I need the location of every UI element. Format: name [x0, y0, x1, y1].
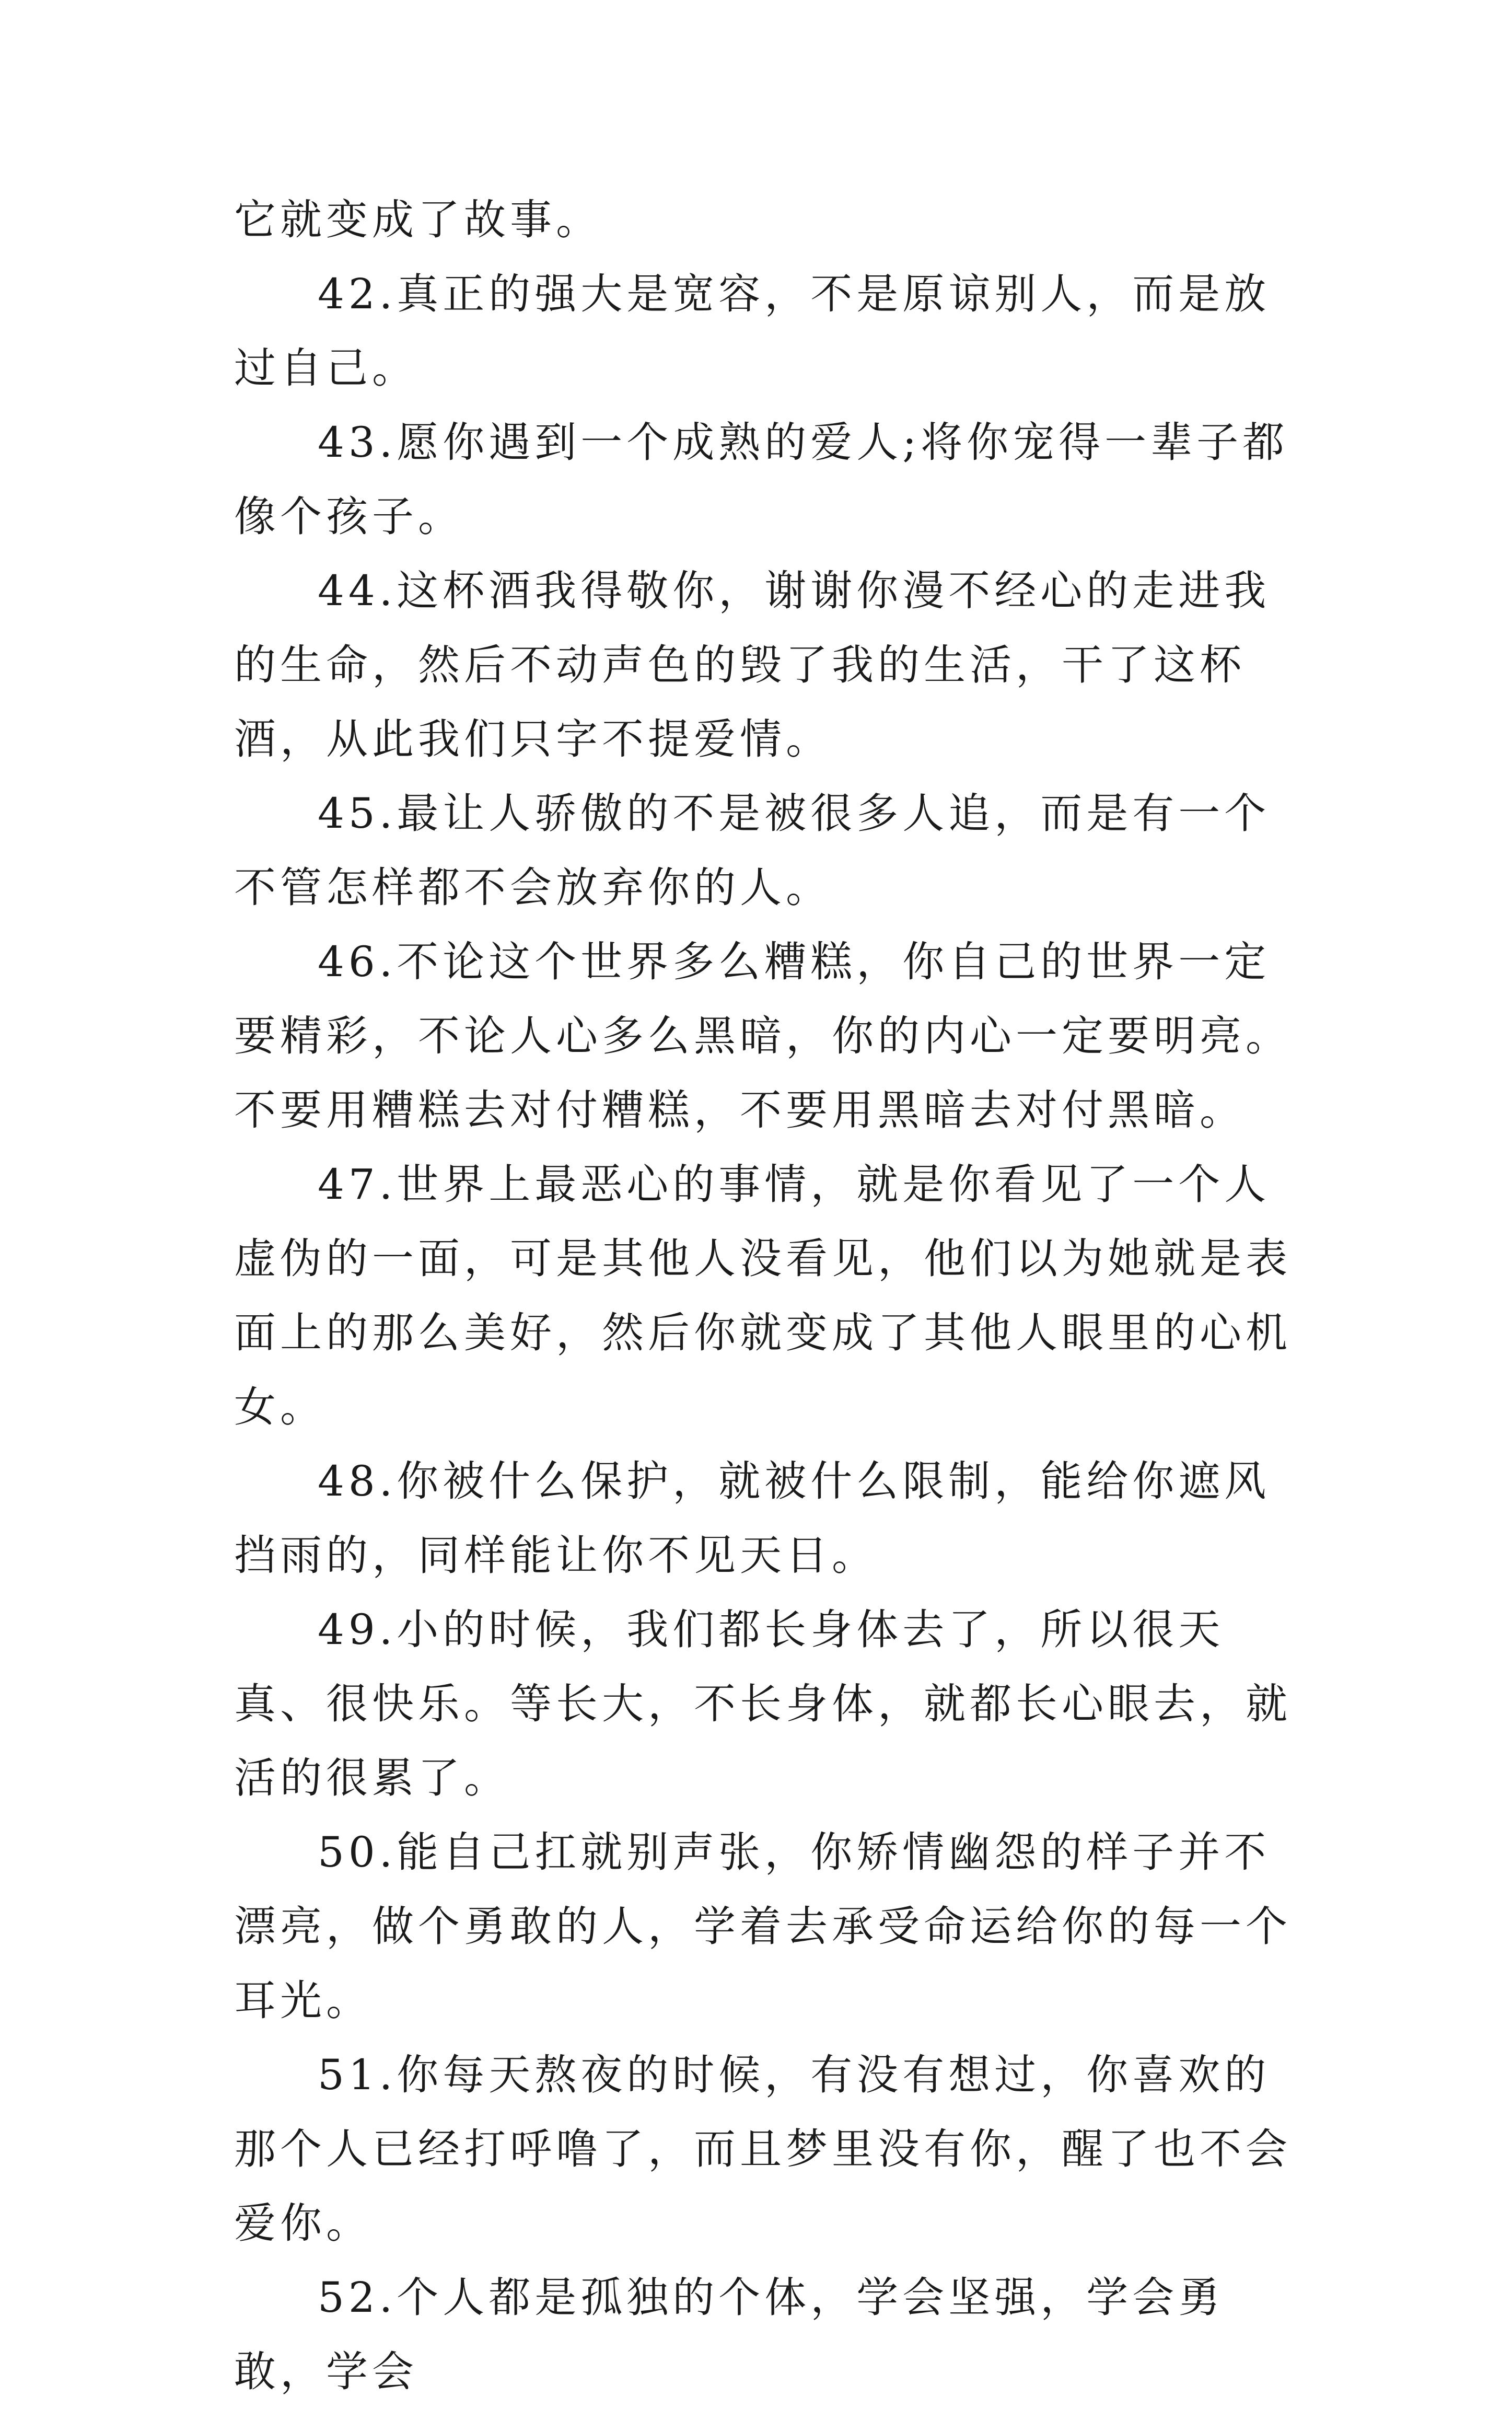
paragraph-item-45: 45.最让人骄傲的不是被很多人追，而是有一个不管怎样都不会放弃你的人。	[234, 789, 1271, 912]
paragraph-item-50: 50.能自己扛就别声张，你矫情幽怨的样子并不漂亮，做个勇敢的人，学着去承受命运给你的每一个耳光。	[234, 1828, 1292, 2025]
paragraph-item-49: 49.小的时候，我们都长身体去了，所以很天真、很快乐。等长大，不长身体，就都长心眼去，就活的很累了。	[234, 1605, 1292, 1802]
paragraph-item-44: 44.这杯酒我得敬你，谢谢你漫不经心的走进我的生命，然后不动声色的毁了我的生活，干了这杯酒，从此我们只字不提爱情。	[234, 566, 1271, 763]
paragraph-continuation: 它就变成了故事。	[234, 195, 602, 244]
paragraph-item-48: 48.你被什么保护，就被什么限制，能给你遮风挡雨的，同样能让你不见天日。	[234, 1457, 1271, 1580]
paragraph-item-43: 43.愿你遇到一个成熟的爱人;将你宠得一辈子都像个孩子。	[234, 418, 1289, 541]
paragraph-item-47: 47.世界上最恶心的事情，就是你看见了一个人虚伪的一面，可是其他人没看见，他们以为她就是表面上的那么美好，然后你就变成了其他人眼里的心机女。	[234, 1160, 1292, 1431]
paragraph-item-42: 42.真正的强大是宽容，不是原谅别人，而是放过自己。	[234, 270, 1271, 392]
paragraph-item-52: 52.个人都是孤独的个体，学会坚强，学会勇敢，学会	[234, 2273, 1225, 2396]
paragraph-item-46: 46.不论这个世界多么糟糕，你自己的世界一定要精彩，不论人心多么黑暗，你的内心一定要明亮。不要用糟糕去对付糟糕，不要用黑暗去对付黑暗。	[234, 937, 1292, 1134]
paragraph-item-51: 51.你每天熬夜的时候，有没有想过，你喜欢的那个人已经打呼噜了，而且梦里没有你，醒了也不会爱你。	[234, 2051, 1292, 2248]
document-body	[234, 183, 1310, 2409]
